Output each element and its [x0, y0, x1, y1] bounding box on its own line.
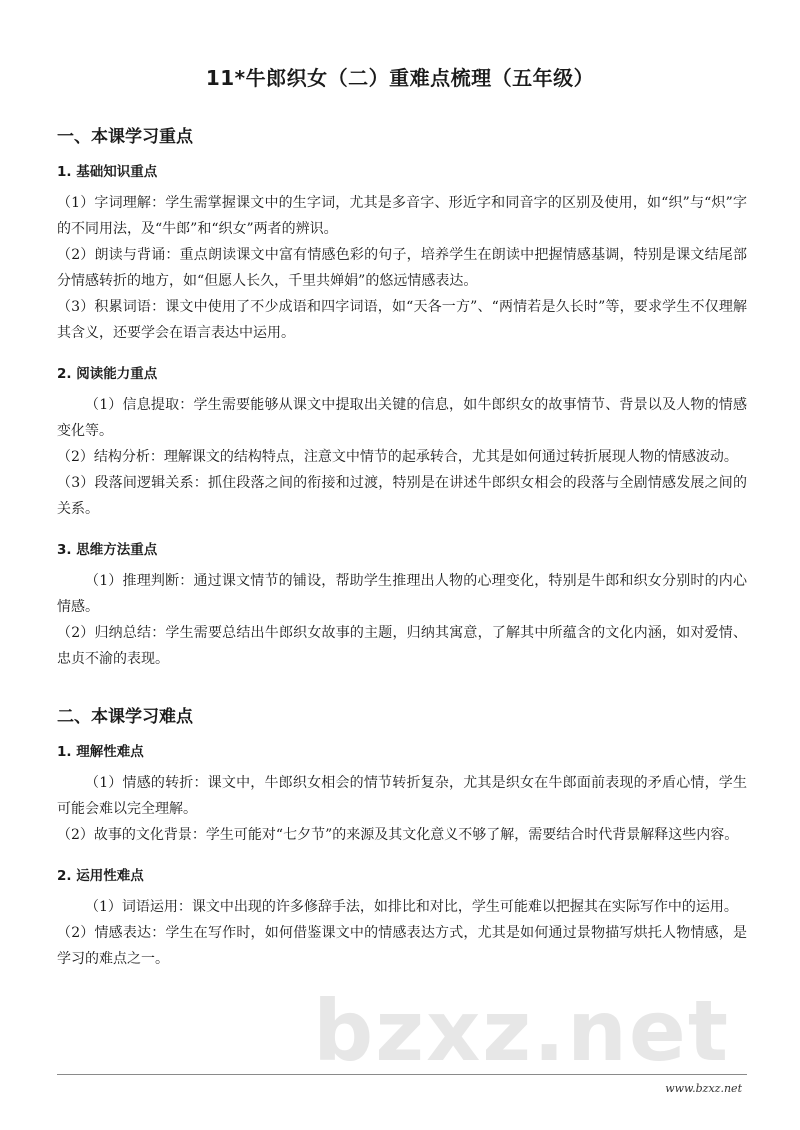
subsection-title: 2. 阅读能力重点: [57, 366, 158, 382]
document-body: [57, 122, 747, 988]
paragraph: （1）情感的转折：课文中，牛郎织女相会的情节转折复杂，尤其是织女在牛郎面前表现的矛盾心情，学生可能会难以完全理解。: [57, 775, 747, 817]
section-spacer: [57, 688, 747, 702]
subsection-comprehension-difficulty: [57, 740, 747, 848]
subsection-basic-knowledge: [57, 160, 747, 346]
section-key-points: [57, 122, 747, 672]
section-title: 二、本课学习难点: [57, 707, 193, 727]
footer-url: www.bzxz.net: [665, 1082, 742, 1095]
subsection-reading-ability: [57, 362, 747, 522]
paragraph: （1）词语运用：课文中出现的许多修辞手法，如排比和对比，学生可能难以把握其在实际写作中的运用。: [85, 899, 738, 915]
paragraph: （1）字词理解：学生需掌握课文中的生字词，尤其是多音字、形近字和同音字的区别及使用，如“织”与“炽”字的不同用法，及“牛郎”和“织女”两者的辨识。: [57, 195, 747, 237]
subsection-title: 2. 运用性难点: [57, 868, 144, 884]
footer-divider: [57, 1074, 747, 1075]
page-title: 11*牛郎织女（二）重难点梳理（五年级）: [205, 66, 595, 90]
subsection-title: 1. 理解性难点: [57, 744, 144, 760]
paragraph: （2）朗读与背诵：重点朗读课文中富有情感色彩的句子，培养学生在朗读中把握情感基调，特别是课文结尾部分情感转折的地方，如“但愿人长久，千里共婵娟”的悠远情感表达。: [57, 247, 747, 289]
paragraph: （1）推理判断：通过课文情节的铺设，帮助学生推理出人物的心理变化，特别是牛郎和织女分别时的内心情感。: [57, 573, 747, 615]
section-difficult-points: [57, 702, 747, 972]
paragraph: （3）段落间逻辑关系：抓住段落之间的衔接和过渡，特别是在讲述牛郎织女相会的段落与全剧情感发展之间的关系。: [57, 475, 747, 517]
section-title: 一、本课学习重点: [57, 127, 193, 147]
paragraph: （2）故事的文化背景：学生可能对“七夕节”的来源及其文化意义不够了解，需要结合时代背景解释这些内容。: [57, 827, 739, 843]
paragraph: （2）情感表达：学生在写作时，如何借鉴课文中的情感表达方式，尤其是如何通过景物描写烘托人物情感，是学习的难点之一。: [57, 925, 747, 967]
paragraph: （1）信息提取：学生需要能够从课文中提取出关键的信息，如牛郎织女的故事情节、背景以及人物的情感变化等。: [57, 397, 747, 439]
subsection-thinking-methods: [57, 538, 747, 672]
paragraph: （2）归纳总结：学生需要总结出牛郎织女故事的主题，归纳其寓意，了解其中所蕴含的文化内涵，如对爱情、忠贞不渝的表现。: [57, 625, 747, 667]
subsection-application-difficulty: [57, 864, 747, 972]
paragraph: （3）积累词语：课文中使用了不少成语和四字词语，如“天各一方”、“两情若是久长时”等，要求学生不仅理解其含义，还要学会在语言表达中运用。: [57, 299, 747, 341]
paragraph: （2）结构分析：理解课文的结构特点，注意文中情节的起承转合，尤其是如何通过转折展现人物的情感波动。: [57, 449, 738, 465]
subsection-title: 1. 基础知识重点: [57, 164, 158, 180]
watermark: bzxz.net: [313, 982, 730, 1080]
subsection-title: 3. 思维方法重点: [57, 542, 158, 558]
